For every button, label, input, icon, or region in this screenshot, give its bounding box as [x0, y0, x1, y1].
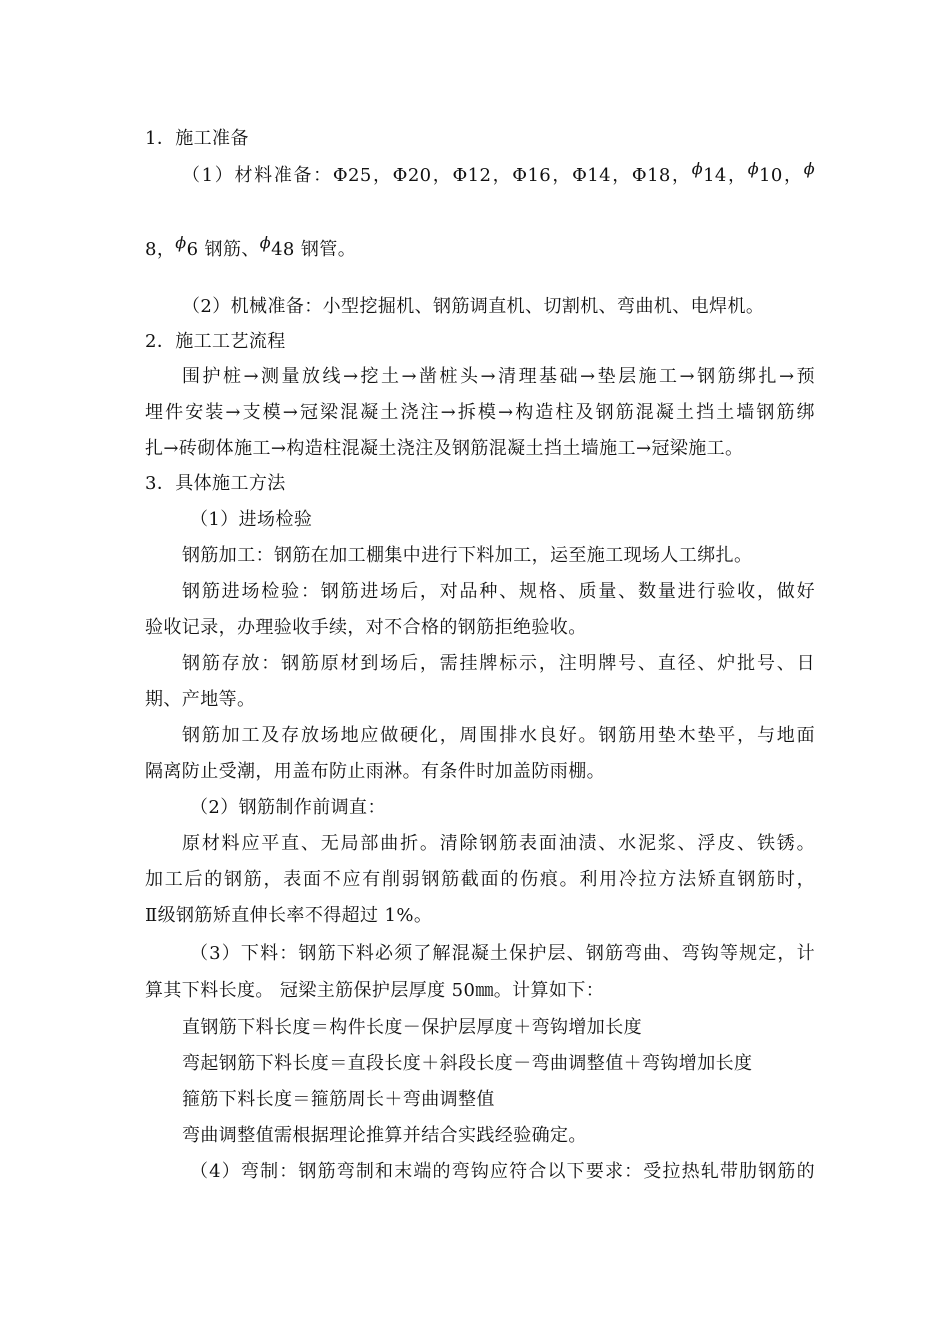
- storage-site-line-2: 隔离防止受潮，用盖布防止雨淋。有条件时加盖防雨棚。: [145, 761, 605, 782]
- section-straightening-title: （2）钢筋制作前调直：: [190, 797, 386, 818]
- straightening-line-3: Ⅱ级钢筋矫直伸长率不得超过 1%。: [145, 905, 433, 926]
- phi-symbol: ϕ: [691, 159, 704, 178]
- process-flow-line-3: 扎→砖砌体施工→构造柱混凝土浇注及钢筋混凝土挡土墙施工→冠梁施工。: [145, 438, 744, 459]
- formula-bent-bar: 弯起钢筋下料长度＝直段长度＋斜段长度－弯曲调整值＋弯钩增加长度: [182, 1053, 753, 1074]
- material-preparation-line-1: （1）材料准备：Φ25，Φ20，Φ12，Φ16，Φ14，Φ18，ϕ14，ϕ10，ϕ: [182, 159, 816, 186]
- rebar-inspection-line-2: 验收记录，办理验收手续，对不合格的钢筋拒绝验收。: [145, 617, 587, 638]
- rebar-storage-line-1: 钢筋存放：钢筋原材到场后，需挂牌标示，注明牌号、直径、炉批号、日: [182, 653, 815, 674]
- machinery-preparation: （2）机械准备：小型挖掘机、钢筋调直机、切割机、弯曲机、电焊机。: [182, 296, 765, 317]
- heading-process-flow: 2．施工工艺流程: [145, 331, 286, 352]
- process-flow-line-1: 围护桩→测量放线→挖土→凿桩头→清理基础→垫层施工→钢筋绑扎→预: [182, 366, 815, 387]
- material-preparation-line-2: 8，ϕ6 钢筋、ϕ48 钢管。: [145, 233, 357, 260]
- phi-symbol: ϕ: [175, 233, 187, 252]
- bending-requirements: （4）弯制：钢筋弯制和末端的弯钩应符合以下要求：受拉热轧带肋钢筋的: [190, 1161, 815, 1182]
- rebar-processing: 钢筋加工：钢筋在加工棚集中进行下料加工，运至施工现场人工绑扎。: [182, 545, 753, 566]
- process-flow-line-2: 埋件安装→支模→冠梁混凝土浇注→拆模→构造柱及钢筋混凝土挡土墙钢筋绑: [145, 402, 815, 423]
- heading-construction-preparation: 1．施工准备: [145, 128, 249, 149]
- formula-straight-bar: 直钢筋下料长度＝构件长度－保护层厚度＋弯钩增加长度: [182, 1017, 642, 1038]
- bending-adjustment-note: 弯曲调整值需根据理论推算并结合实践经验确定。: [182, 1125, 587, 1146]
- storage-site-line-1: 钢筋加工及存放场地应做硬化，周围排水良好。钢筋用垫木垫平，与地面: [182, 725, 815, 746]
- straightening-line-1: 原材料应平直、无局部曲折。清除钢筋表面油渍、水泥浆、浮皮、铁锈。: [182, 833, 815, 854]
- cutting-line-2: 算其下料长度。 冠梁主筋保护层厚度 50㎜。计算如下：: [145, 980, 605, 1001]
- phi-symbol: ϕ: [747, 159, 760, 178]
- rebar-inspection-line-1: 钢筋进场检验：钢筋进场后，对品种、规格、质量、数量进行验收，做好: [182, 581, 815, 602]
- rebar-storage-line-2: 期、产地等。: [145, 689, 256, 710]
- cutting-line-1: （3）下料：钢筋下料必须了解混凝土保护层、钢筋弯曲、弯钩等规定，计: [190, 943, 815, 964]
- formula-stirrup: 箍筋下料长度＝箍筋周长＋弯曲调整值: [182, 1089, 495, 1110]
- phi-symbol: ϕ: [803, 159, 816, 178]
- heading-construction-methods: 3．具体施工方法: [145, 473, 286, 494]
- section-entry-inspection-title: （1）进场检验: [190, 509, 313, 530]
- straightening-line-2: 加工后的钢筋，表面不应有削弱钢筋截面的伤痕。利用冷拉方法矫直钢筋时，: [145, 869, 815, 890]
- phi-symbol: ϕ: [259, 233, 272, 252]
